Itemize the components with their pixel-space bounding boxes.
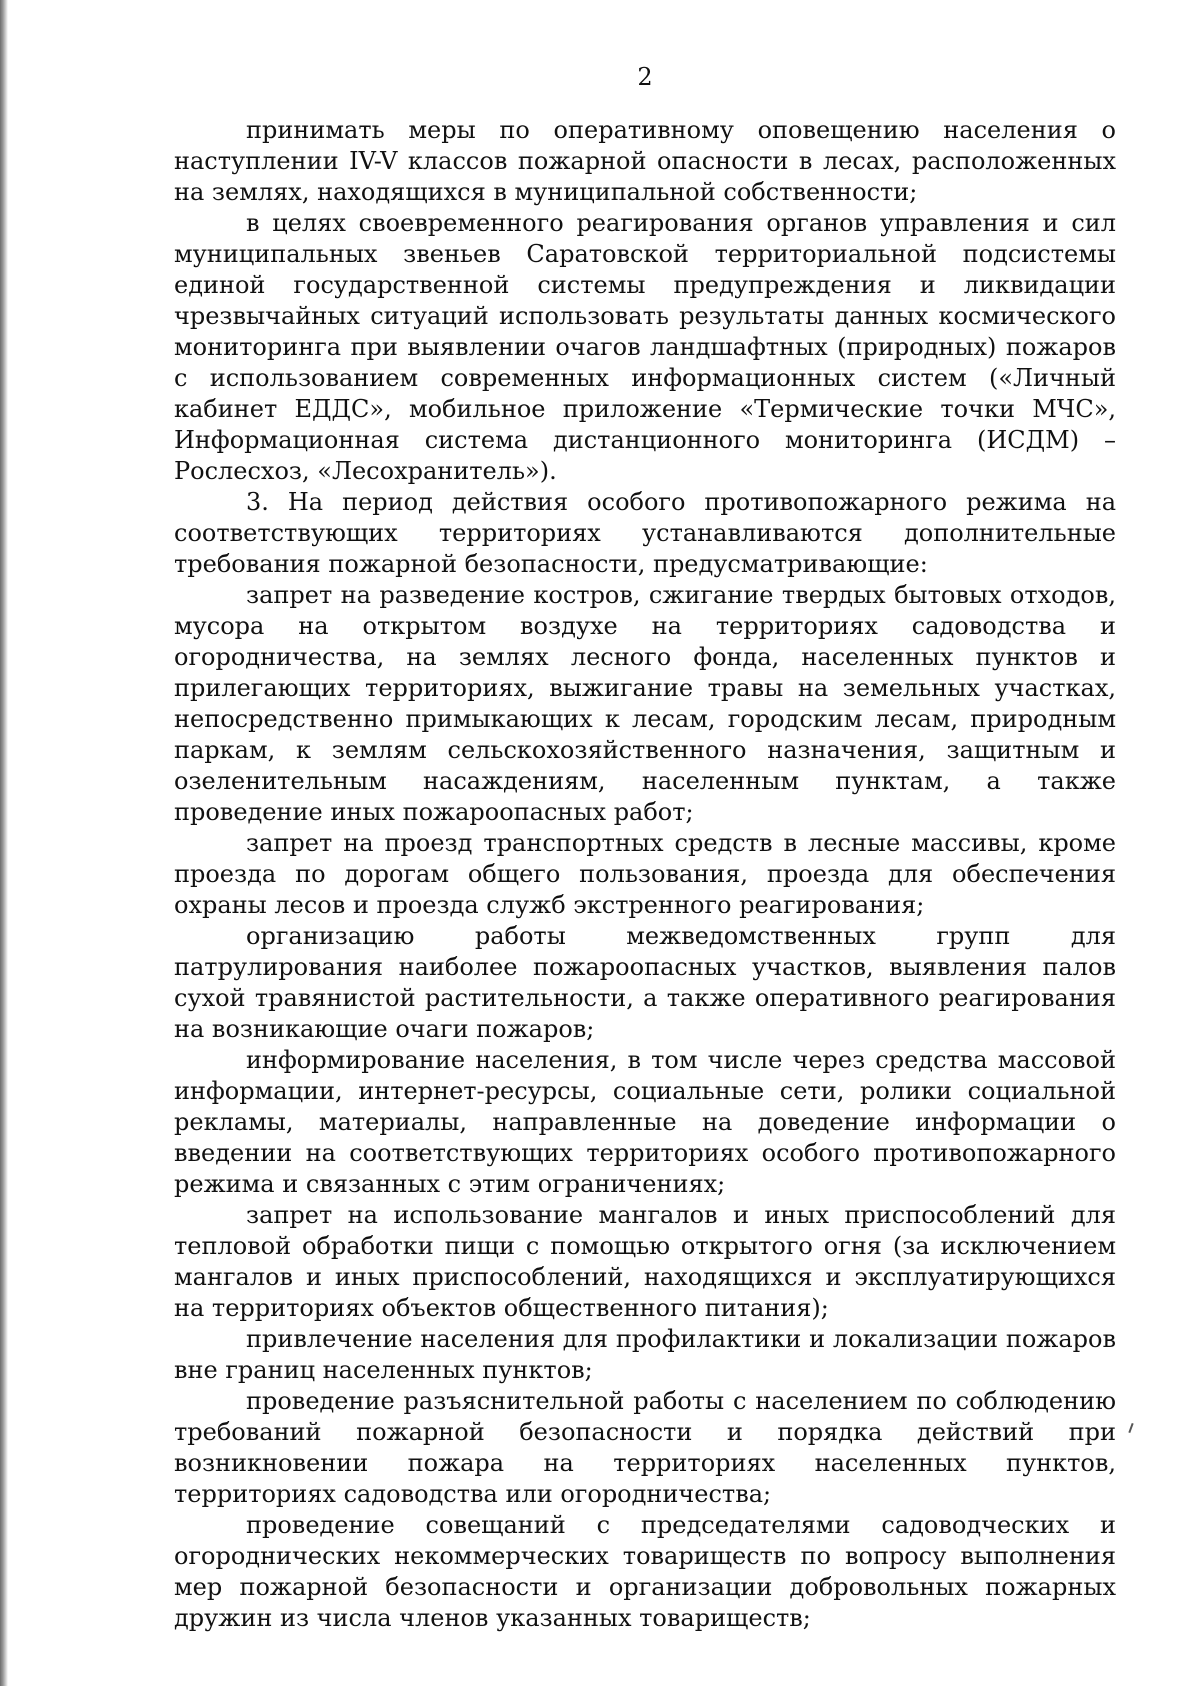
paragraph-notify-population: принимать меры по оперативному оповещению населения о наступлении IV-V классов пожарной опасности в лесах, расположенных на землях, находящихся в муниципальной собственности; — [174, 116, 1116, 206]
paragraph-ban-vehicles: запрет на проезд транспортных средств в лесные массивы, кроме проезда по дорогам общего пользования, проезда для обеспечения охраны лесов и проезда служб экстренного реагирования; — [174, 829, 1116, 919]
paragraph-involve-population: привлечение населения для профилактики и локализации пожаров вне границ населенных пунктов; — [174, 1325, 1116, 1384]
document-page — [174, 62, 1116, 1634]
scan-edge — [0, 0, 8, 1686]
paragraph-ban-fires: запрет на разведение костров, сжигание твердых бытовых отходов, мусора на открытом воздухе на территориях садоводства и огородничества, на землях лесного фонда, населенных пунктов и прилегающих территориях, выжигание травы на земельных участках, непосредственно примыкающих к лесам, городским лесам, природным паркам, к землям сельскохозяйственного назначения, защитным и озеленительным насаждениям, населенным пунктам, а также проведение иных пожароопасных работ; — [174, 581, 1116, 826]
paragraph-meetings: проведение совещаний с председателями садоводческих и огороднических некоммерческих товариществ по вопросу выполнения мер пожарной безопасности и организации добровольных пожарных дружин из числа членов указанных товариществ; — [174, 1511, 1116, 1632]
paragraph-explanatory-work: проведение разъяснительной работы с населением по соблюдению требований пожарной безопасности и порядка действий при возникновении пожара на территориях населенных пунктов, территориях садоводства или огородничества; — [174, 1387, 1116, 1508]
paragraph-space-monitoring: в целях своевременного реагирования органов управления и сил муниципальных звеньев Саратовской территориальной подсистемы единой государственной системы предупреждения и ликвидации чрезвычайных ситуаций использовать результаты данных космического мониторинга при выявлении очагов ландшафтных (природных) пожаров с использованием современных информационных систем («Личный кабинет ЕДДС», мобильное приложение «Термические точки МЧС», Информационная система дистанционного мониторинга (ИСДМ) – Рослесхоз, «Лесохранитель»). — [174, 209, 1116, 485]
paragraph-additional-requirements: 3. На период действия особого противопожарного режима на соответствующих территориях устанавливаются дополнительные требования пожарной безопасности, предусматривающие: — [174, 488, 1116, 578]
page-number: 2 — [637, 63, 653, 91]
paragraph-patrol-groups: организацию работы межведомственных групп для патрулирования наиболее пожароопасных участков, выявления палов сухой травянистой растительности, а также оперативного реагирования на возникающие очаги пожаров; — [174, 922, 1116, 1043]
paragraph-ban-grills: запрет на использование мангалов и иных приспособлений для тепловой обработки пищи с помощью открытого огня (за исключением мангалов и иных приспособлений, находящихся и эксплуатирующихся на территориях объектов общественного питания); — [174, 1201, 1116, 1322]
paragraph-inform-population: информирование населения, в том числе через средства массовой информации, интернет-ресурсы, социальные сети, ролики социальной рекламы, материалы, направленные на доведение информации о введении на соответствующих территориях особого противопожарного режима и связанных с этим ограничениях; — [174, 1046, 1116, 1198]
scan-speck — [1128, 1423, 1133, 1433]
